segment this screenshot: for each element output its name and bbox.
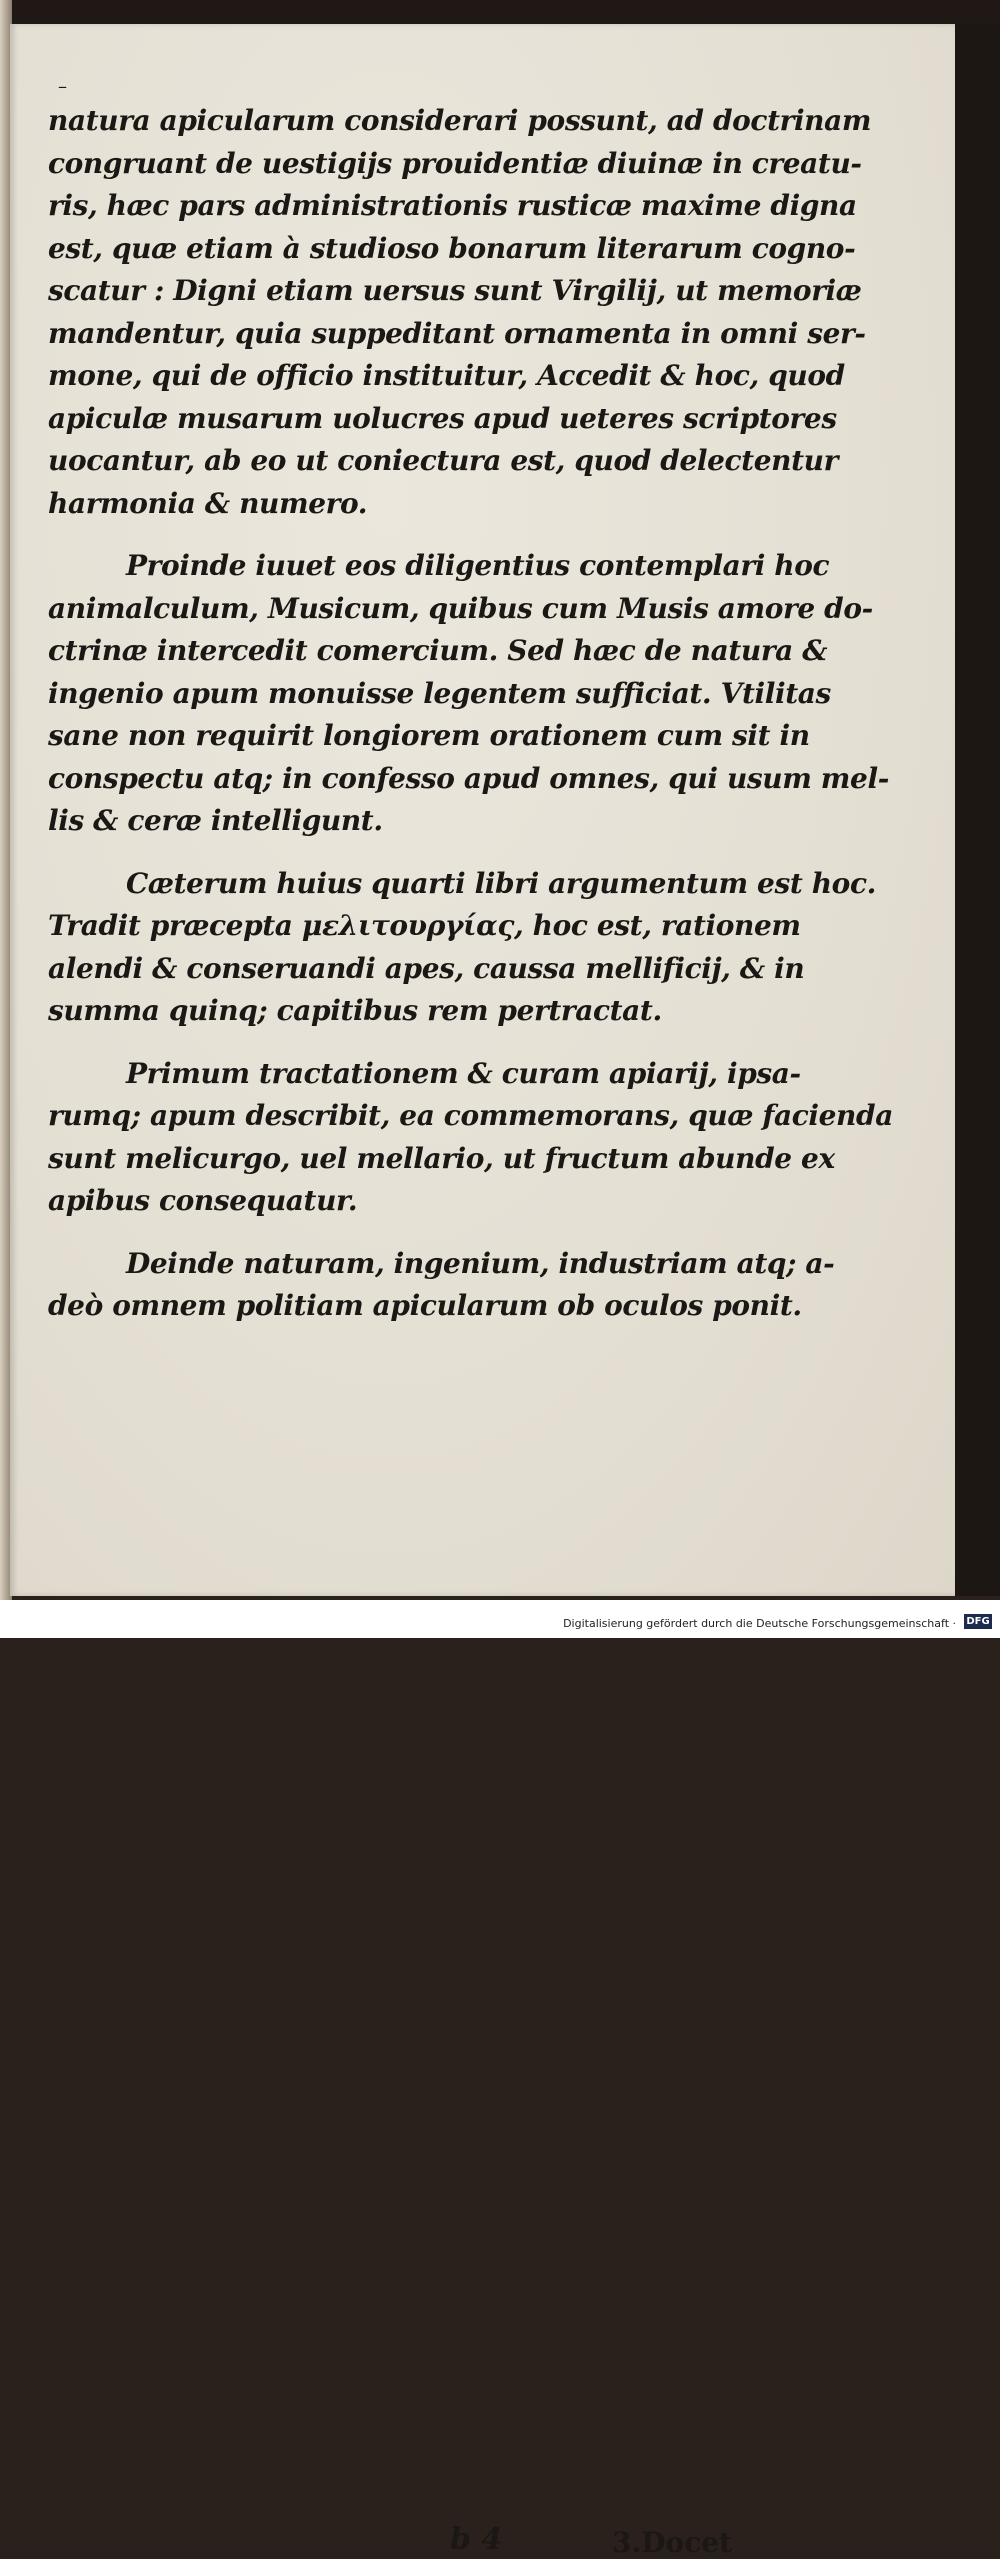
scan-background-right [955,24,1000,1596]
text-line: animalculum, Musicum, quibus cum Musis amore do- [48,591,873,625]
page-text [48,100,893,1328]
paragraph-1 [48,100,872,525]
paragraph-2 [48,545,889,843]
dfg-logo-icon: DFG [964,1614,992,1629]
text-line: mandentur, quia suppeditant ornamenta in omni ser- [48,316,866,350]
text-line: Tradit præcepta μελιτουργίας, hoc est, rationem [48,909,801,942]
paragraph-4 [48,1053,893,1223]
text-line: apibus consequatur. [48,1184,358,1217]
paragraph-3 [48,863,876,1033]
text-line: lis & ceræ intelligunt. [48,804,383,837]
text-line: ris, hæc pars administrationis rusticæ maxime digna [48,189,857,222]
text-line: congruant de uestigijs prouidentiæ diuinæ in creatu- [48,146,862,180]
text-line: scatur : Digni etiam uersus sunt Virgilij, ut memoriæ [48,274,862,307]
text-line: alendi & conseruandi apes, caussa mellificij, & in [48,951,805,985]
text-line: apiculæ musarum uolucres apud ueteres scriptores [48,401,837,435]
text-line: est, quæ etiam à studioso bonarum literarum cogno- [48,231,856,265]
text-line: Cæterum huius quarti libri argumentum est hoc. [126,866,876,900]
text-line: sunt melicurgo, uel mellario, ut fructum abunde ex [48,1141,835,1175]
text-line: sane non requirit longiorem orationem cum sit in [48,719,810,752]
digitization-credit: Digitalisierung gefördert durch die Deutsche Forschungsgemeinschaft · [563,1617,956,1630]
scan-background-top [0,0,1000,26]
text-line: rumq; apum describit, ea commemorans, quæ facienda [48,1099,893,1132]
text-line: summa quinq; capitibus rem pertractat. [48,994,662,1027]
text-line: conspectu atq; in confesso apud omnes, qui usum mel- [48,761,889,795]
signature-mark: b 4 [450,2522,503,2557]
text-line: Proinde iuuet eos diligentius contemplari hoc [126,549,830,582]
dash-mark: – [58,76,67,97]
catchword: 3.Docet [612,2526,732,2559]
text-line: natura apicularum considerari possunt, ad doctrinam [48,104,872,137]
text-line: uocantur, ab eo ut coniectura est, quod delectentur [48,444,838,477]
text-line: harmonia & numero. [48,486,368,520]
text-line: mone, qui de officio instituitur, Accedit & hoc, quod [48,359,845,392]
text-line: Deinde naturam, ingenium, industriam atq; a- [126,1246,835,1280]
text-line: deò omnem politiam apicularum ob oculos ponit. [48,1289,802,1322]
text-line: ingenio apum monuisse legentem sufficiat. Vtilitas [48,676,831,710]
text-line: ctrinæ intercedit comercium. Sed hæc de natura & [48,634,828,667]
text-line: Primum tractationem & curam apiarij, ipsa- [126,1056,801,1090]
